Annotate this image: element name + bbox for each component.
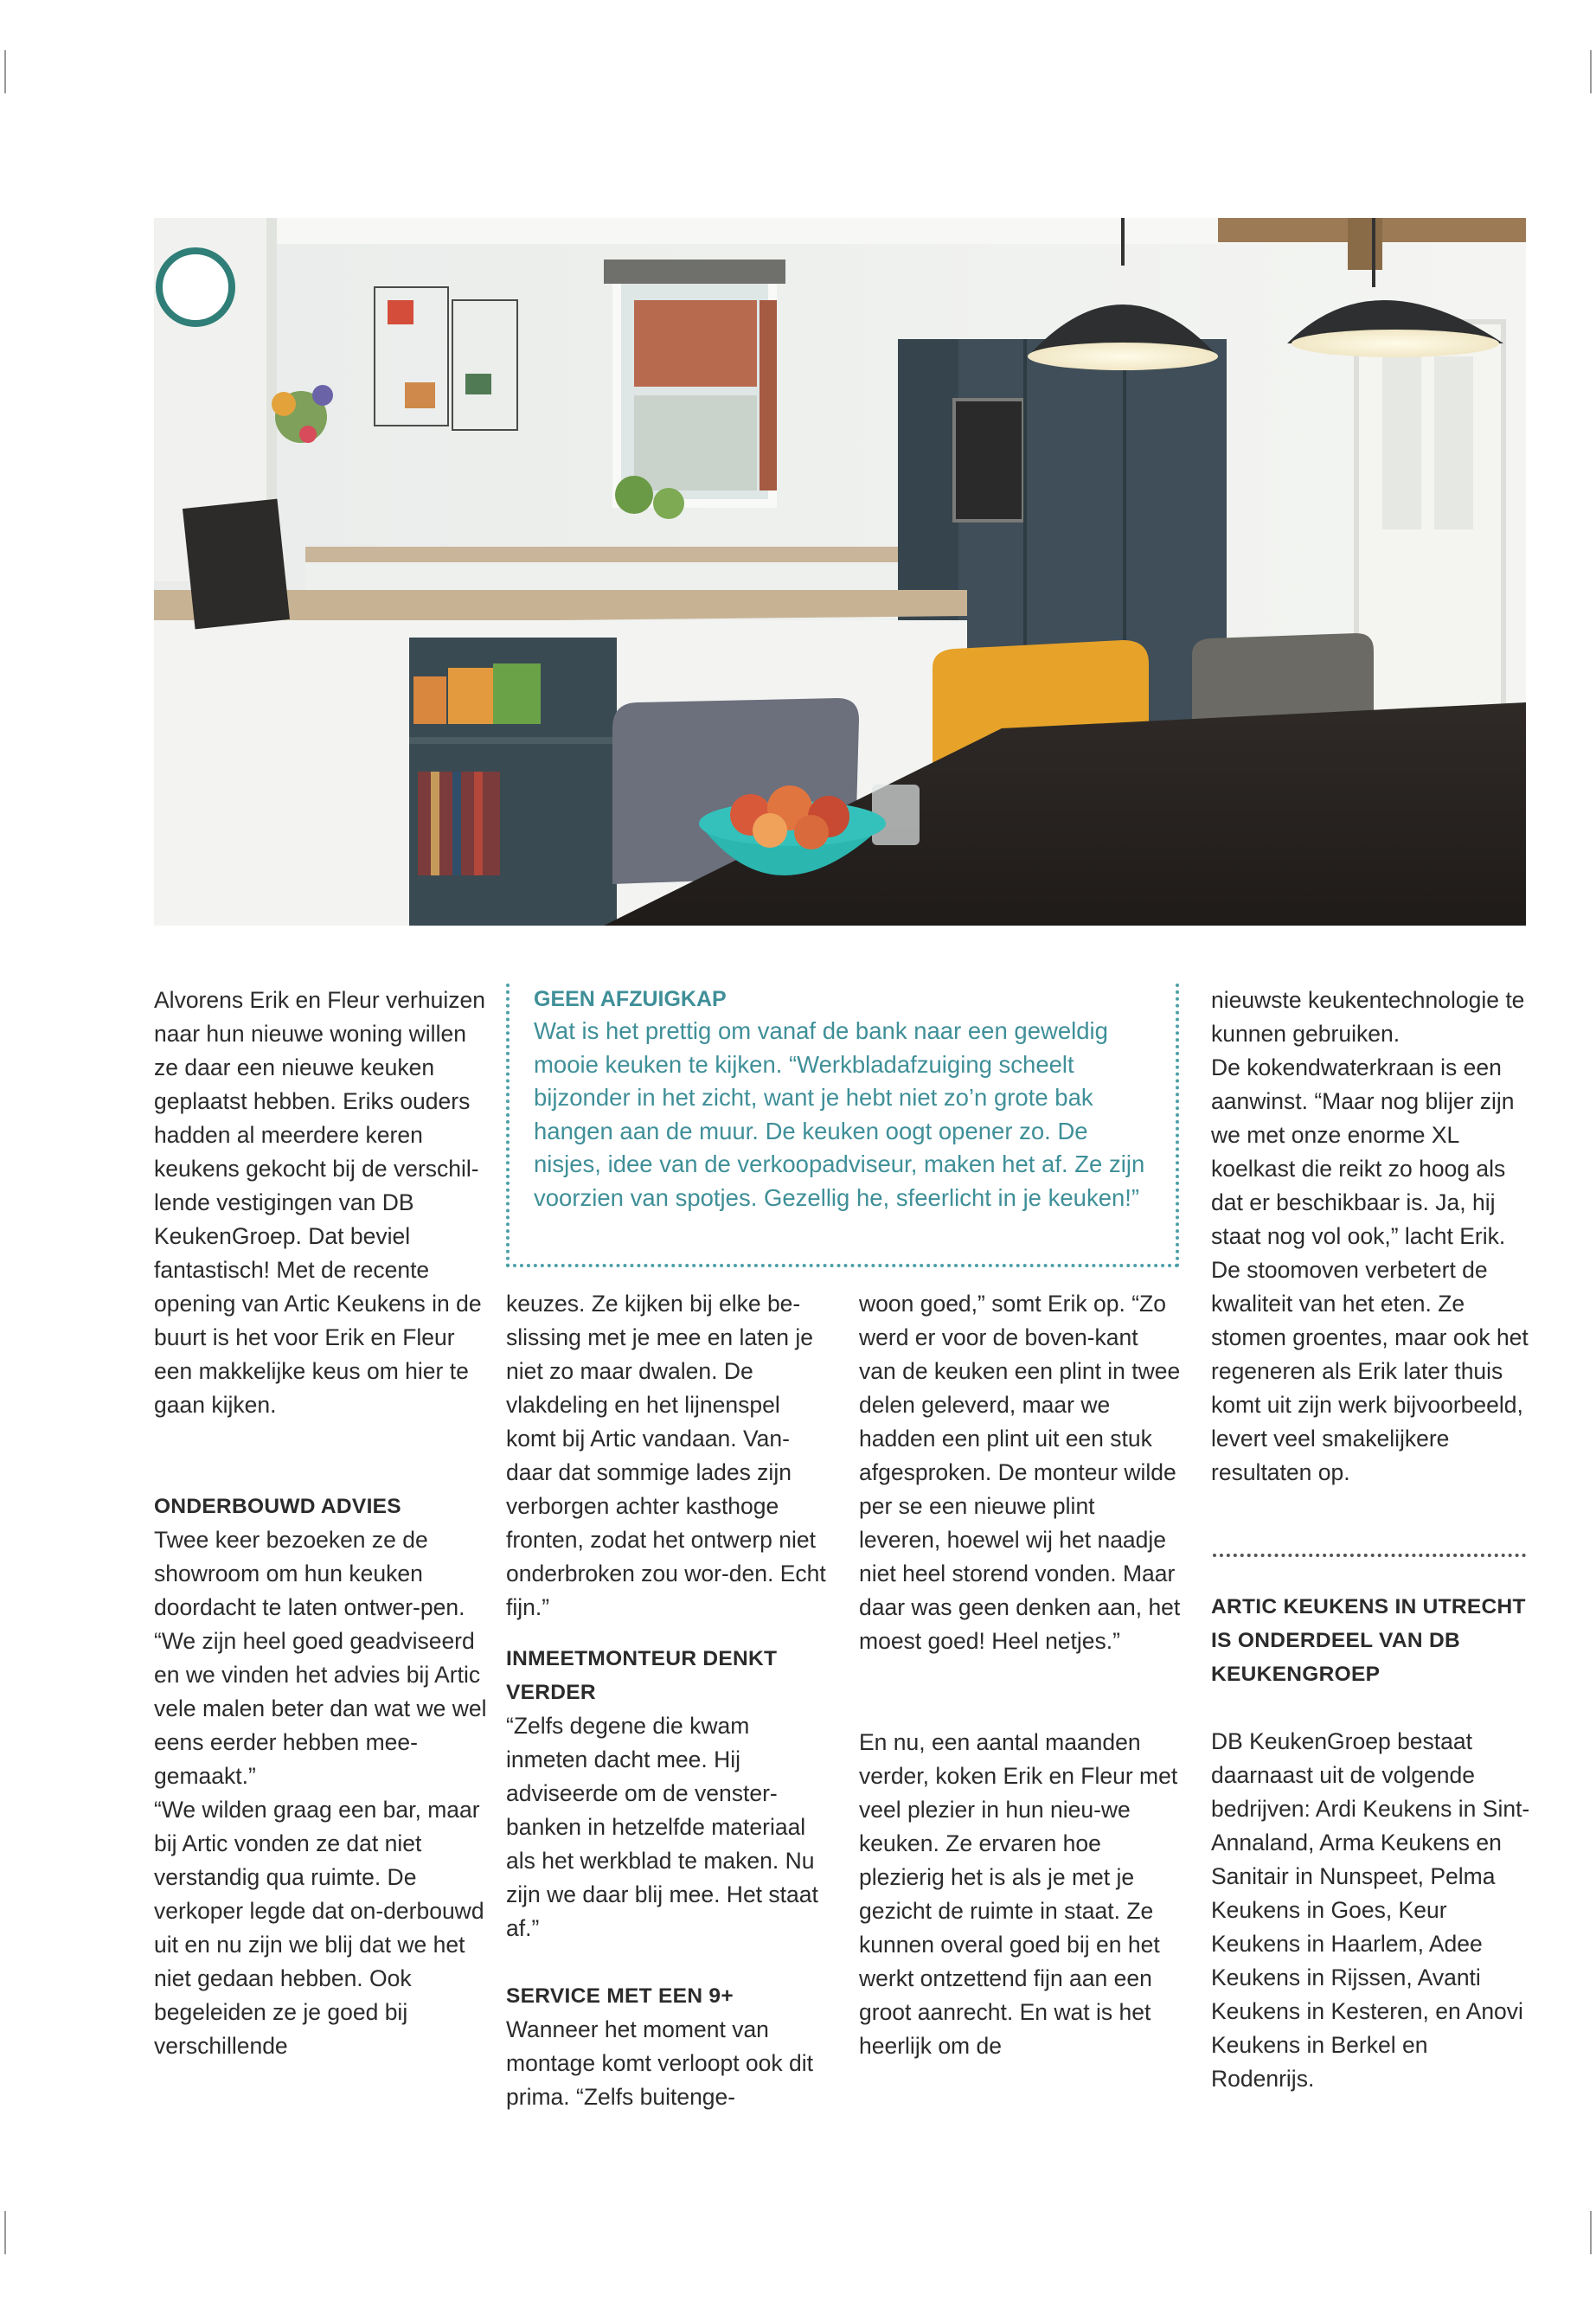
callout-body: Wat is het prettig om vanaf de bank naar een geweldig mooie keuken te kijken. “Werkbladafzuiging scheelt bijzonder in het zicht, want je hebt niet zo’n grote bak hangen aan de muur. De keuken oogt opener zo. De nisjes, idee van de verkoopadviseur, maken het af. Ze zijn voorzien van spotjes. Gezellig he, sfeerlicht in je keuken!” [534,1017,1145,1211]
column-2 [506,1287,828,2114]
crop-mark-top-left [4,50,6,93]
paragraph: Twee keer bezoeken ze de showroom om hun keuken doordacht te laten ontwer-pen. “We zijn heel goed geadviseerd en we vinden het advies bij Artic vele malen beter dan wat we wel eens eerder hebben mee-gemaakt.” [154,1527,487,1789]
paragraph: De kokendwaterkraan is een aanwinst. “Maar nog blijer zijn we met onze enorme XL koelkast die reikt zo hoog als dat er beschikbaar is. Ja, hij staat nog vol ook,” lacht Erik. [1211,1054,1515,1249]
paragraph: En nu, een aantal maanden verder, koken Erik en Fleur met veel plezier in hun nieu-we keuken. Ze ervaren hoe plezierig het is als je met je gezicht de ruimte in staat. Ze kunnen overal goed bij en het werkt ontzettend fijn aan een groot aanrecht. En wat is het heerlijk om de [859,1729,1178,2059]
heading-inmeetmonteur: INMEETMONTEUR DENKT VERDER [506,1647,778,1704]
kitchen-photo [154,218,1526,926]
column-4 [1211,984,1531,2096]
column-3 [859,1287,1181,2063]
heading-service: SERVICE MET EEN 9+ [506,1984,734,2008]
dotted-divider [1213,1554,1526,1557]
callout-box [506,984,1179,1267]
paragraph: De stoomoven verbetert de kwaliteit van het eten. Ze stomen groentes, maar ook het regeneren als Erik later thuis komt uit zijn werk bijvoorbeeld, levert veel smakelijkere resultaten op. [1211,1257,1529,1485]
paragraph: woon goed,” somt Erik op. “Zo werd er voor de boven-kant van de keuken een plint in twee delen geleverd, maar we hadden een plint uit een stuk afgesproken. De monteur wilde per se een nieuwe plint leveren, hoewel wij het naadje niet heel storend vonden. Maar daar was geen denken aan, het moest goed! Heel netjes.” [859,1291,1181,1654]
heading-artic-keukens: ARTIC KEUKENS IN UTRECHT IS ONDERDEEL VAN DB KEUKENGROEP [1211,1595,1526,1686]
intro-paragraph: Alvorens Erik en Fleur verhuizen naar hun nieuwe woning willen ze daar een nieuwe keuken geplaatst hebben. Eriks ouders hadden al meerdere keren keukens gekocht bij de verschil-lende vestigingen van DB KeukenGroep. Dat beviel fantastisch! Met de recente opening van Artic Keukens in de buurt is het voor Erik en Fleur een makkelijke keus om hier te gaan kijken. [154,987,485,1418]
paragraph: keuzes. Ze kijken bij elke be-slissing met je mee en laten je niet zo maar dwalen. De vlakdeling en het lijnenspel komt bij Artic vandaan. Van-daar dat sommige lades zijn verborgen achter kasthoge fronten, zodat het ontwerp niet onderbroken zou wor-den. Echt fijn.” [506,1291,826,1620]
crop-mark-bottom-left [4,2211,6,2254]
paragraph: Wanneer het moment van montage komt verloopt ook dit prima. “Zelfs buitenge- [506,2016,813,2110]
heading-onderbouwd-advies: ONDERBOUWD ADVIES [154,1495,401,1518]
crop-mark-bottom-right [1590,2211,1592,2254]
paragraph: nieuwste keukentechnologie te kunnen gebruiken. [1211,987,1525,1047]
paragraph: DB KeukenGroep bestaat daarnaast uit de volgende bedrijven: Ardi Keukens in Sint-Annaland, Arma Keukens en Sanitair in Nunspeet, Pelma Keukens in Goes, Keur Keukens in Haarlem, Adee Keukens in Rijssen, Avanti Keukens in Kesteren, en Anovi Keukens in Berkel en Rodenrijs. [1211,1728,1530,2092]
paragraph: “We wilden graag een bar, maar bij Artic vonden ze dat niet verstandig qua ruimte. De verkoper legde dat on-derbouwd uit en nu zijn we blij dat we het niet gedaan hebben. Ook begeleiden ze je goed bij verschillende [154,1797,484,2059]
column-1 [154,984,487,2063]
crop-mark-top-right [1590,50,1592,93]
callout-title: GEEN AFZUIGKAP [534,987,727,1011]
paragraph: “Zelfs degene die kwam inmeten dacht mee. Hij adviseerde om de venster-banken in hetzelfde materiaal als het werkblad te maken. Nu zijn we daar blij mee. Het staat af.” [506,1713,818,1941]
